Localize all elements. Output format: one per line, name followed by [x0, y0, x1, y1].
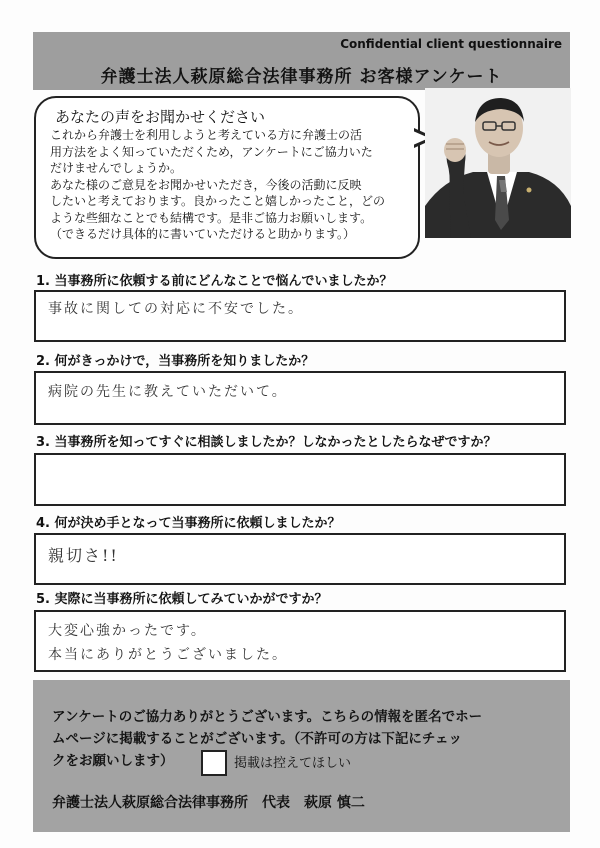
footer-band — [33, 680, 570, 832]
answer-4-text: 親切さ!! — [48, 546, 119, 565]
bubble-heading: あなたの声をお聞かせください — [55, 108, 266, 126]
confidential-label: Confidential client questionnaire — [340, 37, 562, 51]
bubble-line: ような些細なことでも結構です。是非ご協力お願いします。 — [50, 210, 373, 225]
no-publish-checkbox[interactable] — [201, 750, 227, 776]
answer-box-2 — [34, 371, 566, 425]
page-title: 弁護士法人萩原総合法律事務所 お客様アンケート — [100, 67, 503, 87]
answer-box-5 — [34, 610, 566, 672]
question-2-label: 2. 何がきっかけで，当事務所を知りましたか？ — [36, 354, 315, 369]
signature: 弁護士法人萩原総合法律事務所 代表 萩原 慎二 — [52, 795, 365, 811]
footer-line: ムページに掲載することがございます。（不許可の方は下記にチェッ — [52, 731, 462, 747]
answer-5-line-1: 大変心強かったです。 — [48, 623, 207, 639]
header-band — [33, 32, 570, 90]
answer-5-line-2: 本当にありがとうございました。 — [48, 647, 288, 663]
speech-bubble — [34, 96, 420, 259]
bubble-line: したいと考えております。良かったこと嬉しかったこと，どの — [50, 194, 386, 208]
question-5-label: 5. 実際に当事務所に依頼してみていかがですか？ — [36, 592, 328, 607]
answer-2-text: 病院の先生に教えていただいて。 — [48, 384, 288, 400]
lawyer-photo — [425, 88, 571, 238]
no-publish-label: 掲載は控えてほしい — [234, 756, 352, 771]
bubble-line: これから弁護士を利用しようと考えている方に弁護士の活 — [50, 128, 363, 142]
footer-line: アンケートのご協力ありがとうございます。こちらの情報を匿名でホー — [52, 709, 483, 725]
footer-line: クをお願いします） — [52, 753, 174, 769]
question-3-label: 3. 当事務所を知ってすぐに相談しましたか？しなかったとしたらなぜですか？ — [36, 435, 497, 450]
bubble-line: 用方法をよく知っていただくため，アンケートにご協力いた — [50, 144, 373, 159]
answer-box-3 — [34, 453, 566, 506]
lawyer-illustration — [425, 88, 571, 238]
bubble-body — [50, 127, 412, 243]
bubble-line: （できるだけ具体的に書いていただけると助かります。） — [50, 227, 356, 241]
bubble-line: だけませんでしょうか。 — [50, 161, 183, 175]
answer-1-text: 事故に関しての対応に不安でした。 — [48, 301, 304, 317]
question-1-label: 1. 当事務所に依頼する前にどんなことで悩んでいましたか？ — [36, 274, 393, 289]
answer-box-1 — [34, 290, 566, 342]
bubble-line: あなた様のご意見をお聞かせいただき，今後の活動に反映 — [50, 177, 362, 192]
answer-box-4 — [34, 533, 566, 585]
question-4-label: 4. 何が決め手となって当事務所に依頼しましたか？ — [36, 516, 341, 531]
